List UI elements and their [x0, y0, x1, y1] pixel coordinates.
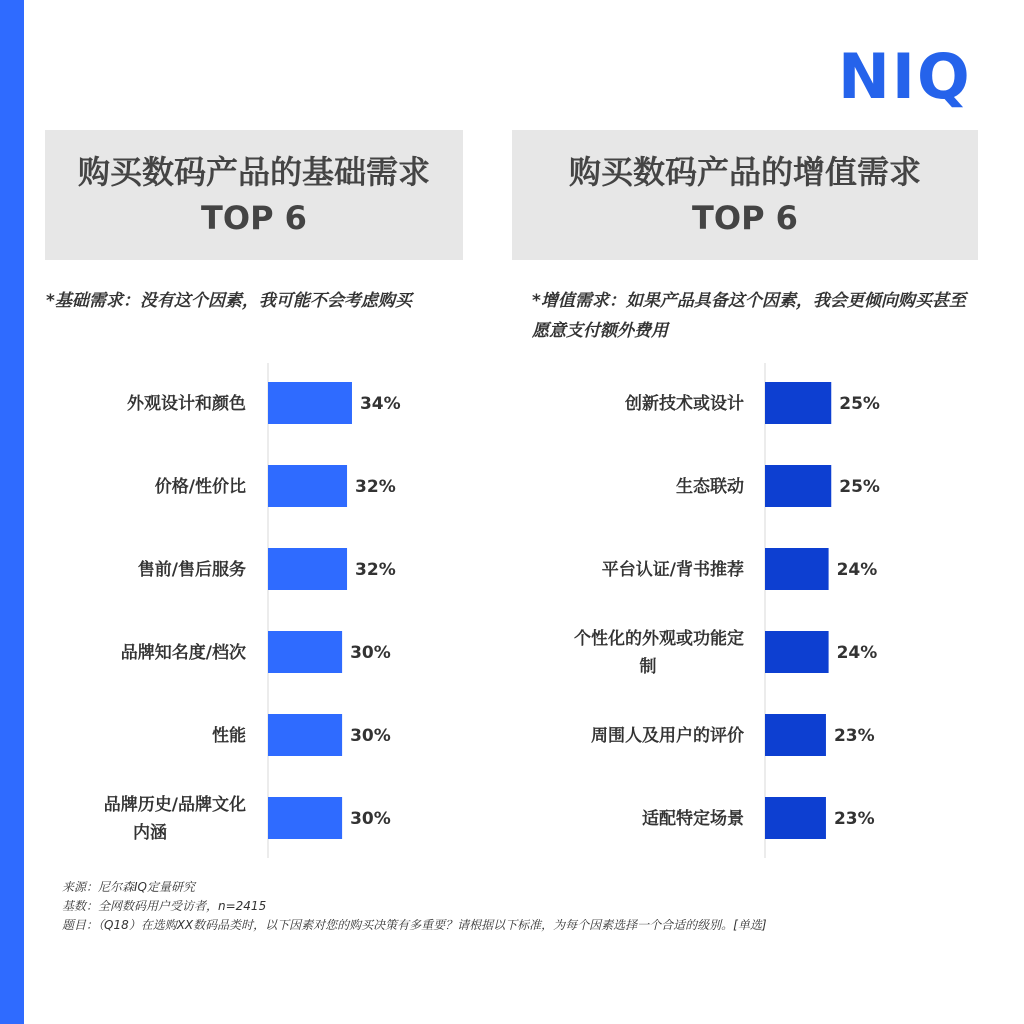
- right-value-label-1: 25%: [839, 394, 880, 414]
- left-bar-3: [268, 548, 347, 590]
- left-value-label-3: 32%: [355, 560, 396, 580]
- right-category-label-6: 适配特定场景: [642, 809, 744, 829]
- right-category-label-2: 生态联动: [676, 477, 744, 497]
- left-value-label-1: 34%: [359, 394, 401, 414]
- right-value-label-5: 23%: [833, 726, 875, 746]
- footer-source: 来源：尼尔森IQ定量研究: [62, 880, 195, 894]
- right-bar-3: [765, 548, 829, 590]
- left-value-label-4: 30%: [350, 643, 391, 663]
- right-value-label-2: 25%: [839, 477, 880, 497]
- left-value-label-5: 30%: [350, 726, 391, 746]
- footer-base: 基数：全网数码用户受访者，n=2415: [62, 899, 267, 913]
- right-category-label-3: 平台认证/背书推荐: [601, 560, 744, 580]
- left-category-label-6: 品牌历史/品牌文化内涵: [103, 795, 246, 843]
- left-category-label-1: 外观设计和颜色: [127, 394, 246, 414]
- right-bar-5: [765, 714, 826, 756]
- right-value-label-6: 23%: [833, 809, 875, 829]
- left-chart-subtitle: TOP 6: [201, 199, 307, 237]
- right-bar-2: [765, 465, 831, 507]
- right-category-label-4: 个性化的外观或功能定制: [574, 629, 744, 677]
- right-chart-subtitle: TOP 6: [692, 199, 798, 237]
- left-bar-4: [268, 631, 342, 673]
- left-bar-6: [268, 797, 342, 839]
- footer-question: 题目：（Q18）在选购XX数码品类时，以下因素对您的购买决策有多重要？请根据以下标准，为每个因素选择一个合适的级别。[单选]: [62, 918, 767, 932]
- left-category-label-3: 售前/售后服务: [137, 560, 246, 580]
- right-bar-6: [765, 797, 826, 839]
- left-bar-5: [268, 714, 342, 756]
- right-category-label-5: 周围人及用户的评价: [591, 726, 744, 746]
- left-bar-1: [268, 382, 352, 424]
- left-category-label-4: 品牌知名度/档次: [120, 643, 246, 663]
- left-bar-2: [268, 465, 347, 507]
- right-value-label-4: 24%: [836, 643, 878, 663]
- left-value-label-6: 30%: [350, 809, 391, 829]
- footer-notes: [62, 878, 1002, 935]
- right-value-label-3: 24%: [836, 560, 878, 580]
- right-bar-1: [765, 382, 831, 424]
- left-chart-note: *基础需求：没有这个因素，我可能不会考虑购买: [46, 291, 412, 311]
- left-chart-title: 购买数码产品的基础需求: [77, 153, 430, 191]
- right-chart-title: 购买数码产品的增值需求: [568, 153, 921, 191]
- left-category-label-5: 性能: [212, 726, 246, 746]
- right-chart-note: *增值需求：如果产品具备这个因素，我会更倾向购买甚至愿意支付额外费用: [532, 291, 966, 341]
- right-bar-4: [765, 631, 829, 673]
- left-category-label-2: 价格/性价比: [154, 477, 246, 497]
- right-category-label-1: 创新技术或设计: [625, 394, 744, 414]
- niq-logo: NIQ: [838, 40, 972, 113]
- left-value-label-2: 32%: [355, 477, 396, 497]
